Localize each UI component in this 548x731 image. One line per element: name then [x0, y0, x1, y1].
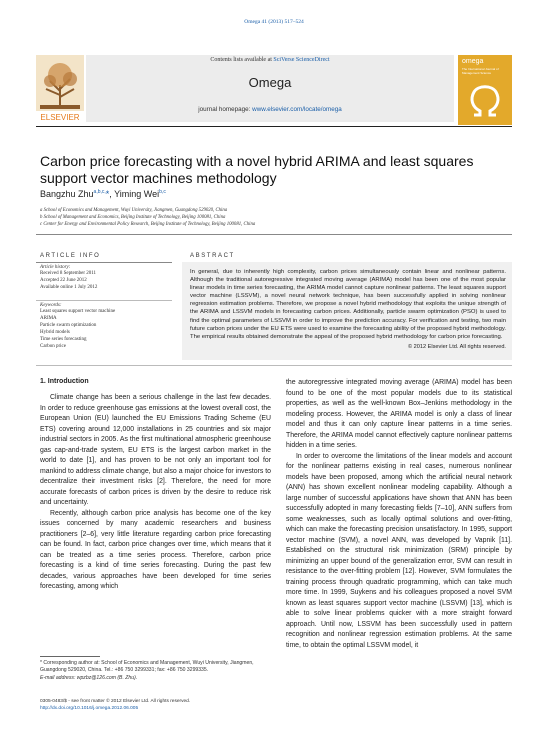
history-accepted: Accepted 22 June 2012 — [40, 278, 87, 284]
paragraph: Climate change has been a serious challenge in the last few decades. In order to reduce greenhouse gas emissions at the lowest overall cost, the European Union (EU) launched the EU Emissions Trading Scheme (EU ETS) covering around 12,000 installations in 25 countries and six major industrial sectors in 2005. As the first multinational atmospheric greenhouse gas cap-and-trade system, EU ETS is the largest carbon market in the world to date [1], and has proven to be not only an important tool for mankind to address climate change, but also a major choice for investors to decentralize their investment risks [2]. Therefore, the need for more accurate forecasts of carbon prices is driven by the desire to reduce risk and uncertainty. — [40, 394, 271, 506]
history-online: Available online 1 July 2012 — [40, 285, 98, 291]
keyword-item: Particle swarm optimization — [40, 323, 97, 329]
keywords-rule — [36, 300, 172, 301]
article-history — [40, 265, 172, 291]
body-column-right — [286, 378, 512, 651]
article-authors: Bangzhu Zhu$^{a,b,c,}$*, Yiming Wei$^{b,c}$ — [40, 189, 166, 199]
article-info-heading: ARTICLE INFO — [40, 253, 101, 259]
affiliation-rule — [36, 234, 512, 235]
corresponding-author-text: * Corresponding author at: School of Economics and Management, Wuyi University, Jiangmen, Guangdong 529020, China. Tel.: +86 750 3299331; fax: +86 750 3299335. — [40, 660, 254, 674]
paragraph: the autoregressive integrated moving average (ARIMA) model has been found to be one of the most popular models due to its statistical properties, as well as the well-known Box–Jenkins methodology in the modeling process. However, the ARIMA model is only a class of linear model and thus it can only capture linear patterns in a time series. Therefore, the ARIMA model cannot effectively capture nonlinear patterns hidden in a time series. — [286, 379, 512, 449]
homepage-link[interactable]: www.elsevier.com/locate/omega — [252, 106, 342, 113]
footnote-rule — [40, 656, 100, 657]
corresponding-author-note — [40, 660, 271, 682]
article-info-rule — [36, 262, 172, 263]
keyword-item: Least squares support vector machine — [40, 309, 116, 314]
abstract-text: In general, due to inherently high complexity, carbon prices simultaneously contain linear and nonlinear patterns. Although the traditional autoregressive integrated moving average (ARIMA) model has been one of the most popular linear models in time series forecasting, the ARIMA model cannot capture nonlinear patterns. The least squares support vector machine (LSSVM), a novel neural network technique, has been successfully applied in solving nonlinear regression estimation problems. Therefore, we propose a novel hybrid methodology that exploits the unique strength of the ARIMA and LSSVM models in forecasting carbon prices. Additionally, particle swarm optimization (PSO) is used to find the optimal parameters of LSSVM in order to improve the prediction accuracy. For verification and testing, two main future carbon prices under the EU ETS were used to examine the forecasting ability of the proposed hybrid methodology. The empirical results obtained demonstrate the appeal of the proposed hybrid methodology for carbon price forecasting. — [190, 269, 506, 340]
keyword-list — [40, 303, 172, 351]
keywords-label: Keywords: — [40, 303, 62, 308]
doi-link[interactable]: http://dx.doi.org/10.1016/j.omega.2012.06.005 — [40, 706, 139, 711]
section-heading-introduction: 1. Introduction — [40, 378, 89, 385]
journal-name: Omega — [248, 75, 292, 90]
paragraph: Recently, although carbon price analysis has become one of the key issues concerned by many academic researchers and business practitioners [2–6], very little literature regarding carbon price forecasting can be found. In fact, carbon price changes over time, which means that it can be treated as a time series process. Therefore, carbon price forecasting is a kind of time series forecasting. During the past few decades, various approaches have been developed for time series forecasting, among which — [40, 509, 271, 590]
affiliation-b: b School of Management and Economics, Beijing Institute of Technology, Beijing 100081, China — [40, 215, 226, 220]
history-label: Article history: — [40, 265, 71, 270]
header-rule — [36, 126, 512, 127]
cover-subtitle: The International Journal of Management Science — [462, 67, 499, 75]
abstract-rule — [36, 365, 512, 366]
affiliation-a: a School of Economics and Management, Wuyi University, Jiangmen, Guangdong 529020, China — [40, 208, 228, 213]
journal-citation: Omega 41 (2013) 517–524 — [244, 19, 304, 25]
cover-title: omega — [462, 58, 484, 65]
keyword-item: ARIMA — [40, 316, 57, 322]
omega-symbol-icon — [466, 81, 504, 119]
keyword-item: Hybrid models — [40, 330, 70, 336]
article-title: Carbon price forecasting with a novel hybrid ARIMA and least squares support vector machines methodology — [40, 153, 474, 186]
author-email[interactable]: E-mail address: wpzbz@126.com (B. Zhu). — [40, 674, 138, 681]
abstract-copyright: © 2012 Elsevier Ltd. All rights reserved. — [407, 344, 506, 350]
body-column-left — [40, 393, 271, 593]
homepage-prefix: journal homepage: — [198, 106, 253, 113]
sciencedirect-link[interactable]: SciVerse ScienceDirect — [273, 57, 330, 63]
contents-prefix: Contents lists available at — [210, 57, 274, 63]
affiliation-c: c Center for Energy and Environmental Policy Research, Beijing Institute of Technology, Beijing 100081, China — [40, 222, 256, 227]
keyword-item: Time series forecasting — [40, 337, 87, 343]
publisher-name: ELSEVIER — [40, 113, 80, 122]
history-received: Received 8 September 2011 — [40, 271, 97, 276]
abstract-heading: ABSTRACT — [190, 253, 235, 259]
keyword-item: Carbon price — [40, 344, 66, 350]
issn-line: 0305-0483/$ - see front matter © 2012 Elsevier Ltd. All rights reserved. — [40, 699, 191, 704]
paragraph: In order to overcome the limitations of the linear models and account for the nonlinear patterns existing in real cases, numerous nonlinear models have been proposed, among which the artificial neural network (ANN) has shown excellent nonlinear modeling capability. Although a large number of successful applications have shown that ANN has been successfully adopted in many forecasting fields [7–10], ANN suffers from some weaknesses, such as locally optimal solutions and over-fitting, which can make the forecasting precision unsatisfactory. In 1995, support vector machine (SVM), a novel ANN, was developed by Vapnik [11]. Established on the structural risk minimization (SRM) principle by minimizing an upper bound of the generalization error, SVM can result in resistance to the over-fitting problem [12]. However, SVM formulates the training process through quadratic programming, which can take much more time. In 1999, Suykens and his colleagues proposed a novel SVM known as least squares support vector machine (LSSVM) [13], which is able to solve linear problems quicker with a more straight forward approach. Until now, LSSVM has been successfully used in pattern recognition and nonlinear regression estimation problems. At the same time, to obtain the optimal LSSVM model, it — [286, 452, 512, 649]
journal-cover — [458, 55, 512, 125]
journal-homepage — [86, 106, 454, 113]
contents-availability — [86, 57, 454, 63]
